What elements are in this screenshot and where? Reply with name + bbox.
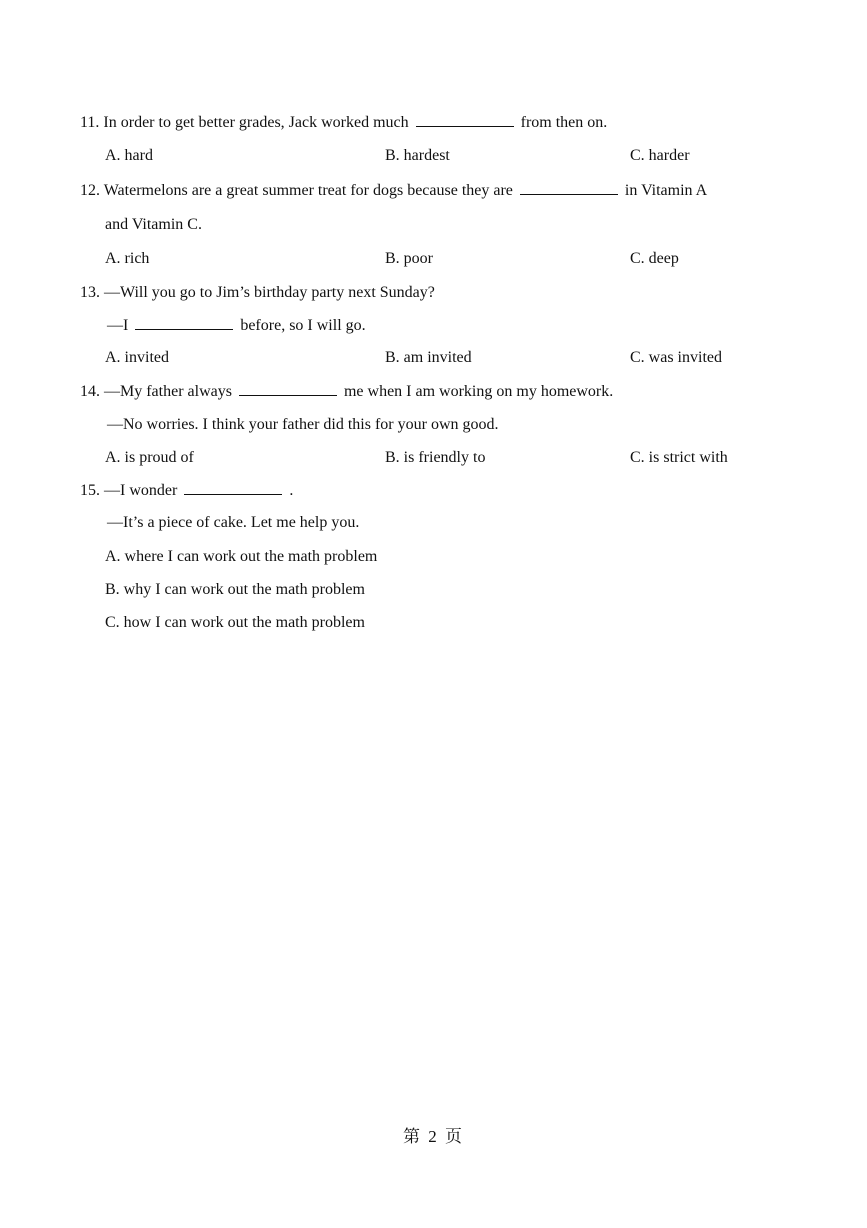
option-a: A. hard [105, 147, 153, 164]
question-13-response [107, 316, 366, 336]
dialogue-line: me when I am working on my homework. [343, 383, 614, 400]
question-text: in Vitamin A [624, 182, 708, 199]
question-12-stem-continued: and Vitamin C. [105, 216, 202, 233]
option-c: C. how I can work out the math problem [105, 614, 365, 631]
option-c: C. was invited [630, 349, 722, 366]
dialogue-line: —I wonder [104, 482, 178, 499]
option-c: C. deep [630, 250, 679, 267]
option-a: A. where I can work out the math problem [105, 548, 378, 565]
page-number: 第 2 页 [403, 1127, 464, 1146]
question-number: 12. [80, 182, 100, 199]
question-13-stem [80, 283, 435, 303]
question-15-stem [80, 481, 293, 501]
question-number: 11. [80, 114, 100, 131]
option-b: B. why I can work out the math problem [105, 581, 365, 598]
question-11-stem [80, 113, 607, 133]
dialogue-line: —My father always [104, 383, 232, 400]
answer-blank [416, 114, 514, 127]
option-a: A. is proud of [105, 449, 194, 466]
option-a: A. invited [105, 349, 169, 366]
question-14-response: —No worries. I think your father did this for your own good. [107, 416, 499, 433]
question-number: 13. [80, 284, 100, 301]
question-14-stem [80, 382, 613, 402]
question-text: from then on. [520, 114, 608, 131]
answer-blank [239, 383, 337, 396]
question-text: In order to get better grades, Jack worked much [103, 114, 409, 131]
answer-blank [520, 182, 618, 195]
dialogue-line: . [289, 482, 294, 499]
question-15-response: —It’s a piece of cake. Let me help you. [107, 514, 360, 531]
dialogue-line: —Will you go to Jim’s birthday party next Sunday? [104, 284, 435, 301]
answer-blank [184, 482, 282, 495]
question-number: 15. [80, 482, 100, 499]
dialogue-line: before, so I will go. [240, 317, 366, 334]
option-b: B. am invited [385, 349, 472, 366]
option-b: B. poor [385, 250, 433, 267]
option-c: C. is strict with [630, 449, 728, 466]
question-text: Watermelons are a great summer treat for dogs because they are [103, 182, 513, 199]
option-b: B. is friendly to [385, 449, 486, 466]
option-c: C. harder [630, 147, 690, 164]
question-12-stem [80, 181, 707, 201]
dialogue-line: —I [107, 317, 129, 334]
answer-blank [135, 317, 233, 330]
question-number: 14. [80, 383, 100, 400]
option-b: B. hardest [385, 147, 450, 164]
option-a: A. rich [105, 250, 150, 267]
